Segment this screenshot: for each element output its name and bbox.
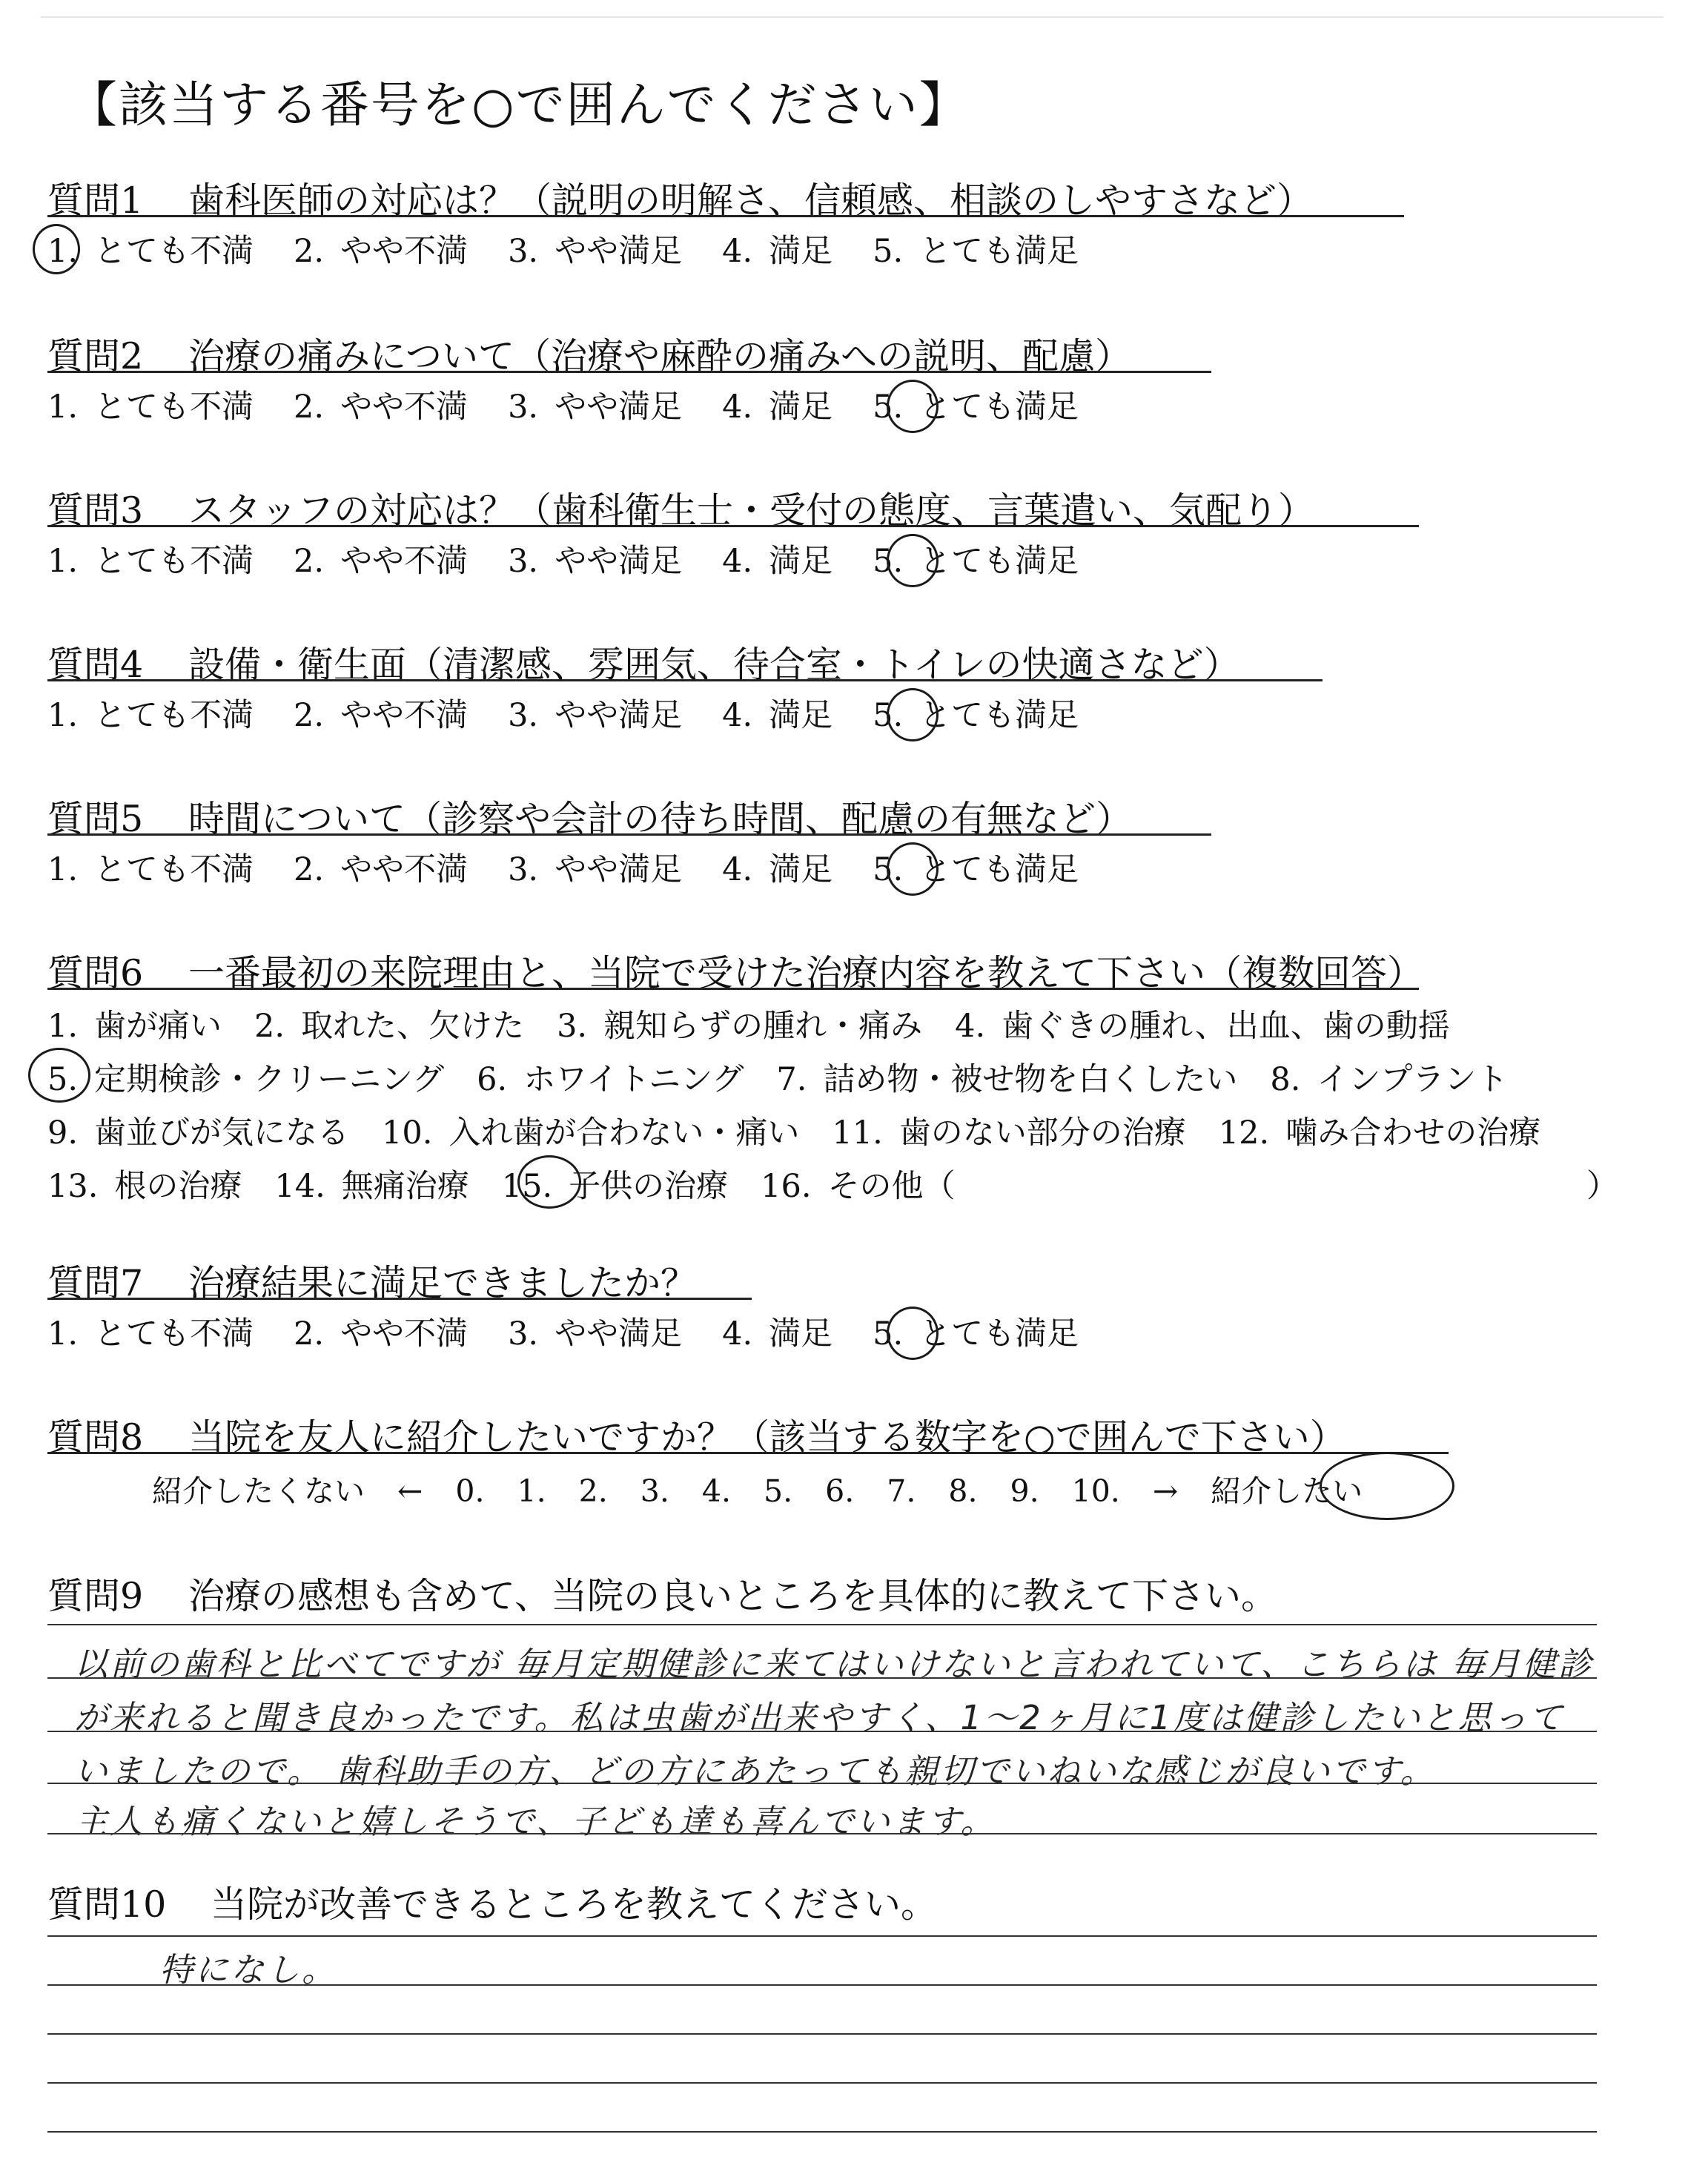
option-number: 2.: [294, 697, 325, 734]
page-top-edge: [41, 16, 1664, 18]
handwritten-answer-line: が来れると聞き良かったです。私は虫歯が出来やすく、1～2ヶ月に1度は健診したいと思って: [74, 1698, 1565, 1737]
option-number: 8.: [1270, 1061, 1301, 1098]
question-10: [47, 1876, 937, 1928]
q7-options: [47, 1309, 1119, 1354]
form-heading: 【該当する番号を○で囲んでください】: [68, 76, 970, 133]
option-number: 2.: [294, 233, 325, 270]
question-underline: [47, 988, 1419, 990]
option-number: 2.: [294, 543, 325, 580]
question-text: 時間について（診察や会計の待ち時間、配慮の有無など）: [188, 798, 1133, 840]
answer-circle: [887, 1307, 939, 1360]
option-label: 歯が痛い: [94, 1008, 222, 1045]
option-number: 5.: [873, 1315, 904, 1353]
option-number: 11.: [832, 1114, 883, 1152]
rating-option[interactable]: [294, 690, 468, 736]
treatment-option[interactable]: [254, 1001, 524, 1046]
option-number: 2.: [254, 1008, 285, 1045]
right-arrow-icon: →: [1152, 1473, 1179, 1509]
treatment-option[interactable]: [47, 1108, 349, 1153]
option-label: ホワイトニング: [523, 1061, 744, 1098]
option-number: 2.: [294, 389, 325, 426]
question-underline: [47, 1452, 1449, 1454]
scale-number[interactable]: 3.: [640, 1473, 669, 1509]
rating-option[interactable]: [508, 536, 682, 581]
option-label: とても不満: [94, 851, 254, 888]
question-underline: [47, 679, 1323, 681]
q2-options: [47, 382, 1119, 427]
option-label: 定期検診・クリーニング: [94, 1061, 445, 1098]
option-label: とても満足: [919, 697, 1079, 734]
left-arrow-icon: ←: [397, 1473, 423, 1509]
question-underline: [47, 215, 1404, 217]
option-number: 3.: [557, 1008, 588, 1045]
question-text: 一番最初の来院理由と、当院で受けた治療内容を教えて下さい（複数回答）: [188, 952, 1424, 994]
q6-other-close: ）: [1586, 1168, 1618, 1205]
writing-line: [47, 1833, 1597, 1834]
rating-option[interactable]: [508, 690, 682, 736]
option-number: 12.: [1218, 1114, 1270, 1152]
option-number: 3.: [508, 697, 539, 734]
option-number: 4.: [722, 233, 753, 270]
option-label: 満足: [769, 389, 833, 426]
option-label: 子供の治療: [569, 1168, 729, 1205]
rating-option[interactable]: [722, 845, 833, 890]
scale-numbers: [455, 1473, 1152, 1509]
rating-option[interactable]: [47, 845, 254, 890]
writing-line: [47, 1731, 1597, 1732]
answer-circle: [887, 688, 939, 742]
scale-number[interactable]: 2.: [578, 1473, 608, 1509]
writing-line: [47, 2082, 1597, 2084]
option-label: 満足: [769, 233, 833, 270]
option-label: とても満足: [919, 233, 1079, 270]
question-9: [47, 1568, 1277, 1619]
question-text: 歯科医師の対応は？（説明の明解さ、信頼感、相談のしやすさなど）: [188, 179, 1314, 222]
option-label: とても不満: [94, 1315, 254, 1353]
writing-line: [47, 1984, 1597, 1986]
treatment-option[interactable]: [832, 1108, 1185, 1153]
option-label: とても不満: [94, 389, 254, 426]
answer-circle: [28, 1048, 90, 1103]
writing-line: [47, 2131, 1597, 2133]
option-number: 3.: [508, 543, 539, 580]
scale-number[interactable]: 8.: [948, 1473, 978, 1509]
option-label: やや満足: [555, 697, 683, 734]
option-number: 1.: [47, 233, 79, 270]
treatment-option[interactable]: [776, 1054, 1237, 1100]
option-label: やや不満: [340, 851, 469, 888]
option-number: 1.: [47, 851, 79, 888]
rating-option[interactable]: [722, 536, 833, 581]
option-number: 5.: [873, 851, 904, 888]
treatment-option[interactable]: [557, 1001, 922, 1046]
answer-circle: [517, 1155, 581, 1209]
treatment-option[interactable]: [47, 1001, 222, 1046]
option-number: 3.: [508, 233, 539, 270]
question-underline: [47, 525, 1419, 527]
option-label: 歯のない部分の治療: [898, 1114, 1186, 1152]
rating-option[interactable]: [508, 382, 682, 427]
rating-option[interactable]: [508, 845, 682, 890]
answer-circle: [887, 534, 939, 587]
writing-line: [47, 1783, 1597, 1784]
option-label: その他（: [827, 1168, 956, 1205]
option-number: 4.: [722, 1315, 753, 1353]
rating-option[interactable]: [47, 690, 254, 736]
question-number: 質問10: [47, 1883, 167, 1926]
option-label: やや満足: [555, 851, 683, 888]
question-text: 治療結果に満足できましたか？: [188, 1262, 698, 1304]
option-label: 満足: [769, 851, 833, 888]
option-number: 3.: [508, 851, 539, 888]
option-label: やや不満: [340, 389, 469, 426]
option-number: 5.: [873, 543, 904, 580]
option-label: やや不満: [340, 543, 469, 580]
question-text: 当院を友人に紹介したいですか？（該当する数字を○で囲んで下さい）: [188, 1416, 1346, 1459]
option-number: 4.: [722, 543, 753, 580]
answer-circle: [887, 380, 939, 433]
scale-number[interactable]: 1.: [517, 1473, 546, 1509]
option-number: 16.: [761, 1168, 812, 1205]
rating-option[interactable]: [294, 845, 468, 890]
rating-option[interactable]: [294, 536, 468, 581]
rating-option[interactable]: [47, 1309, 254, 1354]
answer-circle: [887, 842, 939, 896]
scale-number[interactable]: 5.: [763, 1473, 793, 1509]
option-label: 満足: [769, 697, 833, 734]
question-number: 質問9: [47, 1575, 144, 1617]
option-label: とても満足: [919, 389, 1079, 426]
rating-option[interactable]: [294, 382, 468, 427]
question-underline: [47, 833, 1211, 836]
option-number: 3.: [508, 1315, 539, 1353]
option-label: 満足: [769, 1315, 833, 1353]
treatment-option[interactable]: [274, 1161, 469, 1206]
option-number: 2.: [294, 1315, 325, 1353]
rating-option[interactable]: [508, 226, 682, 271]
option-label: とても不満: [94, 233, 254, 270]
scale-number[interactable]: 10.: [1071, 1473, 1120, 1509]
option-number: 1.: [47, 389, 79, 426]
option-number: 2.: [294, 851, 325, 888]
handwritten-answer-line: 特になし。: [159, 1950, 338, 1989]
answer-circle: [1320, 1452, 1454, 1520]
scale-number[interactable]: 7.: [887, 1473, 916, 1509]
scale-number[interactable]: 9.: [1010, 1473, 1039, 1509]
option-label: 根の治療: [114, 1168, 242, 1205]
scale-number[interactable]: 6.: [825, 1473, 855, 1509]
option-label: やや不満: [340, 233, 469, 270]
option-label: 取れた、欠けた: [301, 1008, 525, 1045]
treatment-option[interactable]: [1219, 1108, 1540, 1153]
rating-option[interactable]: [508, 1309, 682, 1354]
treatment-option[interactable]: [382, 1108, 799, 1153]
rating-option[interactable]: [722, 226, 833, 271]
scale-left-label: 紹介したくない: [152, 1473, 365, 1509]
option-number: 5.: [47, 1061, 79, 1098]
q8-scale: [152, 1467, 1395, 1510]
q4-options: [47, 690, 1119, 736]
rating-option[interactable]: [873, 226, 1079, 271]
question-number: 質問8: [47, 1416, 144, 1459]
option-label: 無痛治療: [341, 1168, 469, 1205]
option-label: やや満足: [555, 233, 683, 270]
question-underline: [47, 1298, 752, 1300]
option-label: とても満足: [919, 851, 1079, 888]
writing-line: [47, 1624, 1597, 1625]
option-label: インプラント: [1317, 1061, 1509, 1098]
rating-option[interactable]: [722, 690, 833, 736]
scale-right-label: 紹介したい: [1211, 1473, 1363, 1509]
option-label: やや満足: [555, 1315, 683, 1353]
option-number: 4.: [955, 1008, 986, 1045]
q6-options-row-1: [47, 1001, 1483, 1046]
option-label: 詰め物・被せ物を白くしたい: [823, 1061, 1238, 1098]
writing-line: [47, 2033, 1597, 2035]
treatment-option[interactable]: [1270, 1054, 1508, 1100]
treatment-option[interactable]: [761, 1161, 955, 1206]
treatment-option[interactable]: [47, 1054, 444, 1100]
q1-options: [47, 226, 1119, 271]
scale-number[interactable]: 4.: [701, 1473, 731, 1509]
writing-line: [47, 1935, 1597, 1937]
option-label: とても満足: [919, 1315, 1079, 1353]
option-number: 1.: [47, 543, 79, 580]
rating-option[interactable]: [294, 226, 468, 271]
scale-number[interactable]: 0.: [455, 1473, 485, 1509]
question-number: 質問3: [47, 489, 144, 532]
option-number: 4.: [722, 851, 753, 888]
rating-option[interactable]: [47, 382, 254, 427]
option-number: 7.: [776, 1061, 807, 1098]
handwritten-answer-line: いましたので。 歯科助手の方、どの方にあたっても親切でいねいな感じが良いです。: [74, 1751, 1436, 1791]
treatment-option[interactable]: [955, 1001, 1450, 1046]
answer-circle: [33, 224, 80, 274]
option-number: 10.: [382, 1114, 433, 1152]
question-underline: [47, 371, 1211, 373]
option-number: 5.: [873, 233, 904, 270]
handwritten-answer-line: 主人も痛くないと嬉しそうで、子ども達も喜んでいます。: [74, 1802, 996, 1841]
option-label: 噛み合わせの治療: [1285, 1114, 1541, 1152]
option-number: 5.: [873, 389, 904, 426]
q6-options-row-3: [47, 1108, 1573, 1153]
question-number: 質問7: [47, 1262, 144, 1304]
option-label: とても不満: [94, 543, 254, 580]
option-label: 親知らずの腫れ・痛み: [603, 1008, 923, 1045]
q6-options-row-2: [47, 1054, 1540, 1100]
option-number: 15.: [501, 1168, 553, 1205]
treatment-option[interactable]: [47, 1161, 242, 1206]
treatment-option[interactable]: [477, 1054, 744, 1100]
question-number: 質問5: [47, 798, 144, 840]
option-number: 1.: [47, 697, 79, 734]
q5-options: [47, 845, 1119, 890]
handwritten-answer-line: 以前の歯科と比べてですが 毎月定期健診に来てはいけないと言われていて、こちらは 毎月健診: [74, 1645, 1594, 1684]
question-number: 質問6: [47, 952, 144, 994]
option-label: 入れ歯が合わない・痛い: [448, 1114, 800, 1152]
writing-line: [47, 1677, 1597, 1679]
question-number: 質問2: [47, 335, 144, 377]
option-label: やや満足: [555, 389, 683, 426]
q3-options: [47, 536, 1119, 581]
option-number: 5.: [873, 697, 904, 734]
option-label: 歯並びが気になる: [94, 1114, 350, 1152]
rating-option[interactable]: [722, 382, 833, 427]
question-text: スタッフの対応は？（歯科衛生士・受付の態度、言葉遣い、気配り）: [188, 489, 1315, 532]
rating-option[interactable]: [722, 1309, 833, 1354]
option-number: 14.: [274, 1168, 325, 1205]
rating-option[interactable]: [47, 536, 254, 581]
question-text: 当院が改善できるところを教えてください。: [211, 1883, 938, 1926]
question-number: 質問4: [47, 644, 144, 686]
option-label: やや不満: [340, 1315, 469, 1353]
rating-option[interactable]: [294, 1309, 468, 1354]
option-number: 6.: [477, 1061, 508, 1098]
option-number: 9.: [47, 1114, 79, 1152]
option-label: 満足: [769, 543, 833, 580]
option-label: とても満足: [919, 543, 1079, 580]
option-label: 歯ぐきの腫れ、出血、歯の動揺: [1002, 1008, 1450, 1045]
option-number: 3.: [508, 389, 539, 426]
question-number: 質問1: [47, 179, 144, 222]
question-text: 設備・衛生面（清潔感、雰囲気、待合室・トイレの快適さなど）: [188, 644, 1240, 686]
option-number: 4.: [722, 389, 753, 426]
option-number: 4.: [722, 697, 753, 734]
option-number: 1.: [47, 1008, 79, 1045]
option-label: やや不満: [340, 697, 469, 734]
option-number: 1.: [47, 1315, 79, 1353]
option-label: とても不満: [94, 697, 254, 734]
option-number: 13.: [47, 1168, 99, 1205]
question-text: 治療の痛みについて（治療や麻酔の痛みへの説明、配慮）: [188, 335, 1132, 377]
option-label: やや満足: [555, 543, 683, 580]
question-text: 治療の感想も含めて、当院の良いところを具体的に教えて下さい。: [188, 1575, 1278, 1617]
